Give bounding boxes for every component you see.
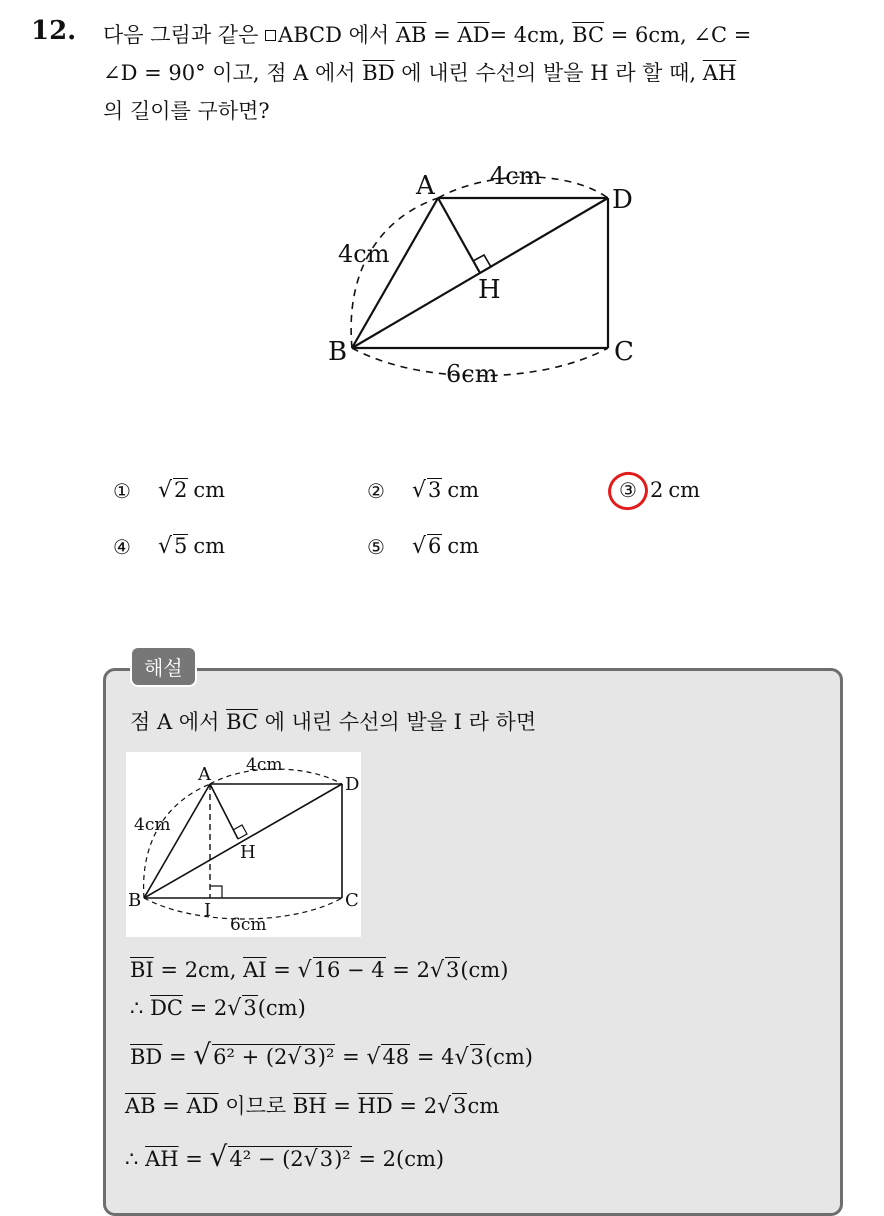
rad-part: 6² + (2 bbox=[213, 1045, 288, 1069]
sqrt-symbol: √ bbox=[412, 478, 427, 503]
radicand: 3 bbox=[243, 996, 257, 1020]
diagonal-bd bbox=[144, 784, 342, 898]
perpendicular-ah bbox=[210, 784, 238, 839]
sqrt-symbol: √ bbox=[366, 1045, 381, 1070]
label-c: C bbox=[614, 337, 634, 367]
measure-top: 4cm bbox=[246, 755, 283, 775]
quadrilateral-symbol bbox=[265, 30, 276, 41]
segment-bd: $\overline{BD}$ bbox=[362, 61, 395, 85]
radicand: 3 bbox=[303, 1045, 317, 1069]
choice-number: ③ bbox=[619, 478, 637, 502]
radicand: 3 bbox=[319, 1147, 334, 1171]
sol-part: cm bbox=[467, 1094, 500, 1118]
label-d: D bbox=[612, 185, 633, 215]
right-angle-mark-i bbox=[210, 886, 222, 898]
sqrt-symbol: √ bbox=[158, 534, 173, 559]
q-part: 다음 그림과 같은 bbox=[103, 23, 259, 47]
choice-5[interactable] bbox=[362, 534, 479, 559]
q-part: ∠D = 90° 이고, 점 A 에서 bbox=[103, 61, 356, 85]
choice-number: ④ bbox=[113, 534, 131, 559]
sqrt-symbol: √ bbox=[209, 1140, 228, 1173]
label-a: A bbox=[198, 764, 211, 785]
label-h: H bbox=[478, 275, 501, 305]
segment-ah: $\overline{AH}$ bbox=[145, 1147, 179, 1171]
radicand: 5 bbox=[174, 534, 188, 558]
sol-part: 점 A 에서 bbox=[130, 710, 220, 734]
radicand: 48 bbox=[382, 1045, 410, 1069]
sol-part: = 2 bbox=[392, 958, 430, 982]
q-part: = 4cm, bbox=[489, 23, 566, 47]
perpendicular-ah bbox=[438, 198, 480, 273]
q-part: ABCD 에서 bbox=[278, 23, 390, 47]
q-part: = 6cm, ∠C = bbox=[610, 23, 752, 47]
therefore-symbol: ∴ bbox=[125, 1147, 139, 1171]
sqrt-symbol: √ bbox=[297, 958, 312, 983]
sol-part: = 2(cm) bbox=[358, 1147, 445, 1171]
segment-ad: $\overline{AD}$ bbox=[186, 1094, 219, 1118]
label-b: B bbox=[328, 337, 348, 367]
sqrt-symbol: √ bbox=[193, 1038, 212, 1071]
radicand: 6 bbox=[428, 534, 442, 558]
q-part: 에 내린 수선의 발을 H 라 할 때, bbox=[401, 61, 697, 85]
label-a: A bbox=[416, 171, 435, 201]
measure-left: 4cm bbox=[134, 815, 171, 835]
unit: cm bbox=[193, 534, 226, 558]
choice-value bbox=[412, 478, 479, 503]
answer-mark-circle bbox=[604, 467, 652, 514]
solution-figure bbox=[126, 752, 361, 937]
choice-number: ② bbox=[367, 478, 385, 503]
solution-tag: 해설 bbox=[130, 646, 197, 687]
sol-part: (cm) bbox=[484, 1045, 533, 1069]
sqrt-symbol: √ bbox=[303, 1147, 318, 1172]
sqrt-symbol: √ bbox=[437, 1094, 452, 1119]
sqrt-symbol: √ bbox=[412, 534, 427, 559]
choice-value bbox=[650, 478, 700, 502]
radicand: 3 bbox=[445, 958, 460, 982]
sol-part: = 2 bbox=[189, 996, 228, 1020]
choice-1[interactable] bbox=[108, 478, 225, 503]
segment-dc: $\overline{DC}$ bbox=[150, 996, 183, 1020]
label-d: D bbox=[345, 774, 360, 795]
unit: cm bbox=[668, 478, 701, 502]
label-b: B bbox=[128, 890, 142, 911]
measure-bottom: 6cm bbox=[230, 915, 267, 935]
radicand: 3 bbox=[470, 1045, 484, 1069]
value-number: 2 bbox=[650, 478, 664, 502]
measure-bottom: 6cm bbox=[446, 360, 498, 388]
sol-part: 에 내린 수선의 발을 I 라 하면 bbox=[264, 710, 537, 734]
radicand: 16 − 4 bbox=[313, 958, 385, 982]
segment-ai: $\overline{AI}$ bbox=[243, 958, 267, 982]
sqrt-symbol: √ bbox=[287, 1045, 302, 1070]
sol-part: = 2 bbox=[399, 1094, 438, 1118]
sqrt-symbol: √ bbox=[429, 958, 444, 983]
solution-line-5 bbox=[125, 1140, 444, 1173]
measure-left: 4cm bbox=[338, 240, 390, 268]
unit: cm bbox=[193, 478, 226, 502]
solution-line-1 bbox=[130, 958, 508, 983]
segment-bd: $\overline{BD}$ bbox=[130, 1045, 163, 1069]
rad-part: )² bbox=[334, 1147, 351, 1171]
rad-part: )² bbox=[317, 1045, 335, 1069]
label-c: C bbox=[345, 890, 359, 911]
question-number: 12. bbox=[31, 16, 77, 46]
radicand: 3 bbox=[453, 1094, 467, 1118]
sqrt-symbol: √ bbox=[158, 478, 173, 503]
sol-part: = 2cm, bbox=[160, 958, 237, 982]
radicand bbox=[212, 1044, 335, 1069]
sol-part: = bbox=[162, 1094, 180, 1118]
sol-part: 이므로 bbox=[225, 1094, 287, 1118]
sol-part: = bbox=[333, 1094, 351, 1118]
segment-ab: $\overline{AB}$ bbox=[395, 23, 427, 47]
solution-line-2 bbox=[130, 996, 306, 1021]
sol-part: = bbox=[185, 1147, 203, 1171]
sol-part: = 4 bbox=[416, 1045, 455, 1069]
choice-value bbox=[158, 534, 225, 559]
quadrilateral-figure bbox=[310, 150, 640, 390]
choice-number: ⑤ bbox=[367, 534, 385, 559]
radicand: 2 bbox=[174, 478, 188, 502]
segment-bi: $\overline{BI}$ bbox=[130, 958, 154, 982]
radicand bbox=[228, 1146, 351, 1171]
rad-part: 4² − (2 bbox=[229, 1147, 304, 1171]
choice-value bbox=[158, 478, 225, 503]
radicand: 3 bbox=[428, 478, 442, 502]
segment-ad: $\overline{AD}$ bbox=[457, 23, 490, 47]
choice-value bbox=[412, 534, 479, 559]
q-part: 의 길이를 구하면? bbox=[103, 99, 270, 123]
label-h: H bbox=[240, 842, 256, 863]
sol-part: (cm) bbox=[460, 958, 509, 982]
question-text bbox=[103, 16, 863, 130]
side-ab bbox=[352, 198, 438, 348]
q-part: = bbox=[433, 23, 451, 47]
label-i: I bbox=[204, 900, 212, 921]
choice-4[interactable] bbox=[108, 534, 225, 559]
sol-part: (cm) bbox=[257, 996, 306, 1020]
sol-part: = bbox=[342, 1045, 360, 1069]
sqrt-symbol: √ bbox=[227, 996, 242, 1021]
solution-line-3 bbox=[130, 1038, 533, 1071]
sol-part: = bbox=[168, 1045, 187, 1069]
therefore-symbol: ∴ bbox=[130, 996, 144, 1020]
segment-bc: $\overline{BC}$ bbox=[572, 23, 605, 47]
solution-box bbox=[103, 668, 843, 1216]
sol-part: = bbox=[273, 958, 291, 982]
choice-number: ① bbox=[113, 478, 131, 503]
segment-bc: $\overline{BC}$ bbox=[226, 710, 258, 734]
segment-hd: $\overline{HD}$ bbox=[357, 1094, 393, 1118]
solution-figure-panel bbox=[126, 752, 361, 937]
segment-ah: $\overline{AH}$ bbox=[702, 61, 737, 85]
solution-intro bbox=[130, 706, 536, 736]
sqrt-symbol: √ bbox=[454, 1045, 469, 1070]
choice-2[interactable] bbox=[362, 478, 479, 503]
segment-bh: $\overline{BH}$ bbox=[292, 1094, 327, 1118]
solution-line-4 bbox=[125, 1090, 499, 1120]
measure-top: 4cm bbox=[490, 162, 542, 190]
segment-ab: $\overline{AB}$ bbox=[125, 1094, 156, 1118]
unit: cm bbox=[447, 478, 480, 502]
unit: cm bbox=[447, 534, 480, 558]
side-ab bbox=[144, 784, 210, 898]
